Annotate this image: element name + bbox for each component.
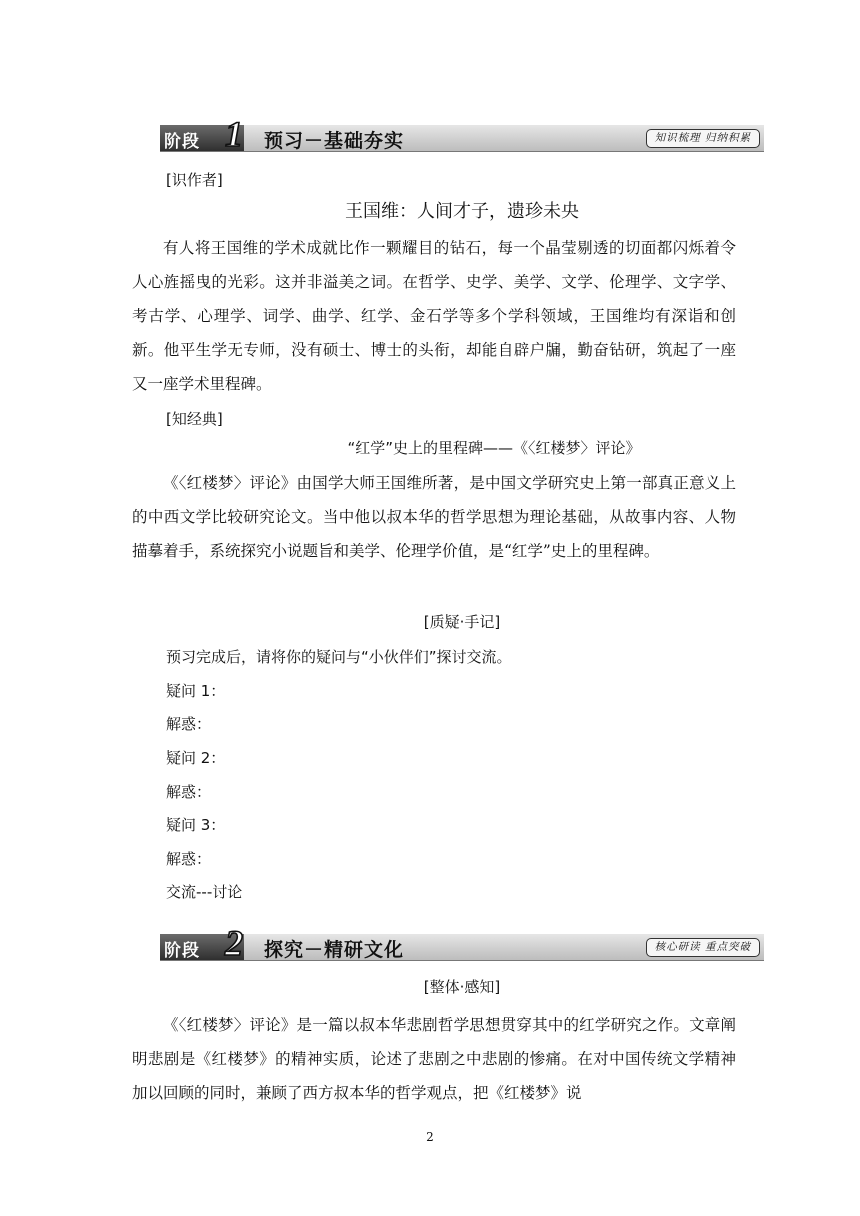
answer-3: 解惑： — [166, 850, 212, 868]
answer-1: 解惑： — [166, 715, 212, 733]
notes-section-label: [质疑·手记] — [423, 613, 501, 631]
answer-2: 解惑： — [166, 783, 212, 801]
classic-paragraph: 《〈红楼梦〉评论》由国学大师王国维所著，是中国文学研究史上第一部真正意义上的中西文学比较研究论文。当中他以叔本华的哲学思想为理论基础，从故事内容、人物描摹着手，系统探究小说题旨和美学、伦理学价值，是“红学”史上的里程碑。 — [132, 474, 736, 560]
author-section-label: [识作者] — [166, 171, 223, 189]
discussion-line: 交流---讨论 — [166, 883, 243, 901]
stage-title: 探究－精研文化 — [264, 939, 405, 961]
question-1: 疑问 1： — [166, 682, 226, 700]
stage-badge: 知识梳理 归纳积累 — [646, 129, 760, 148]
stage-title: 预习－基础夯实 — [264, 130, 405, 152]
stage-tag-text: 阶段 — [164, 132, 200, 152]
stage-tag-text: 阶段 — [164, 941, 200, 961]
stage-number: 2 — [225, 923, 243, 963]
classic-section-label: [知经典] — [166, 410, 223, 428]
question-3: 疑问 3： — [166, 816, 226, 834]
author-heading: 王国维：人间才子，遗珍未央 — [345, 201, 579, 222]
notes-intro: 预习完成后，请将你的疑问与“小伙伴们”探讨交流。 — [166, 648, 512, 666]
page-number: 2 — [426, 1130, 434, 1144]
question-2: 疑问 2： — [166, 749, 226, 767]
stage-number: 1 — [225, 114, 243, 154]
stage-2-banner — [160, 923, 764, 963]
overview-section-label: [整体·感知] — [423, 978, 501, 996]
overview-paragraph: 《〈红楼梦〉评论》是一篇以叔本华悲剧哲学思想贯穿其中的红学研究之作。文章阐明悲剧是《红楼梦》的精神实质，论述了悲剧之中悲剧的惨痛。在对中国传统文学精神加以回顾的同时，兼顾了西方叔本华的哲学观点，把《红楼梦》说 — [132, 1016, 736, 1102]
stage-1-banner — [160, 114, 764, 154]
stage-badge: 核心研读 重点突破 — [646, 938, 760, 957]
author-paragraph: 有人将王国维的学术成就比作一颗耀目的钻石，每一个晶莹剔透的切面都闪烁着令人心旌摇曳的光彩。这并非溢美之词。在哲学、史学、美学、文学、伦理学、文字学、考古学、心理学、词学、曲学、红学、金石学等多个学科领域，王国维均有深诣和创新。他平生学无专师，没有硕士、博士的头衔，却能自辟户牖，勤奋钻研，筑起了一座又一座学术里程碑。 — [132, 239, 736, 393]
classic-heading: “红学”史上的里程碑——《〈红楼梦〉评论》 — [347, 439, 641, 457]
